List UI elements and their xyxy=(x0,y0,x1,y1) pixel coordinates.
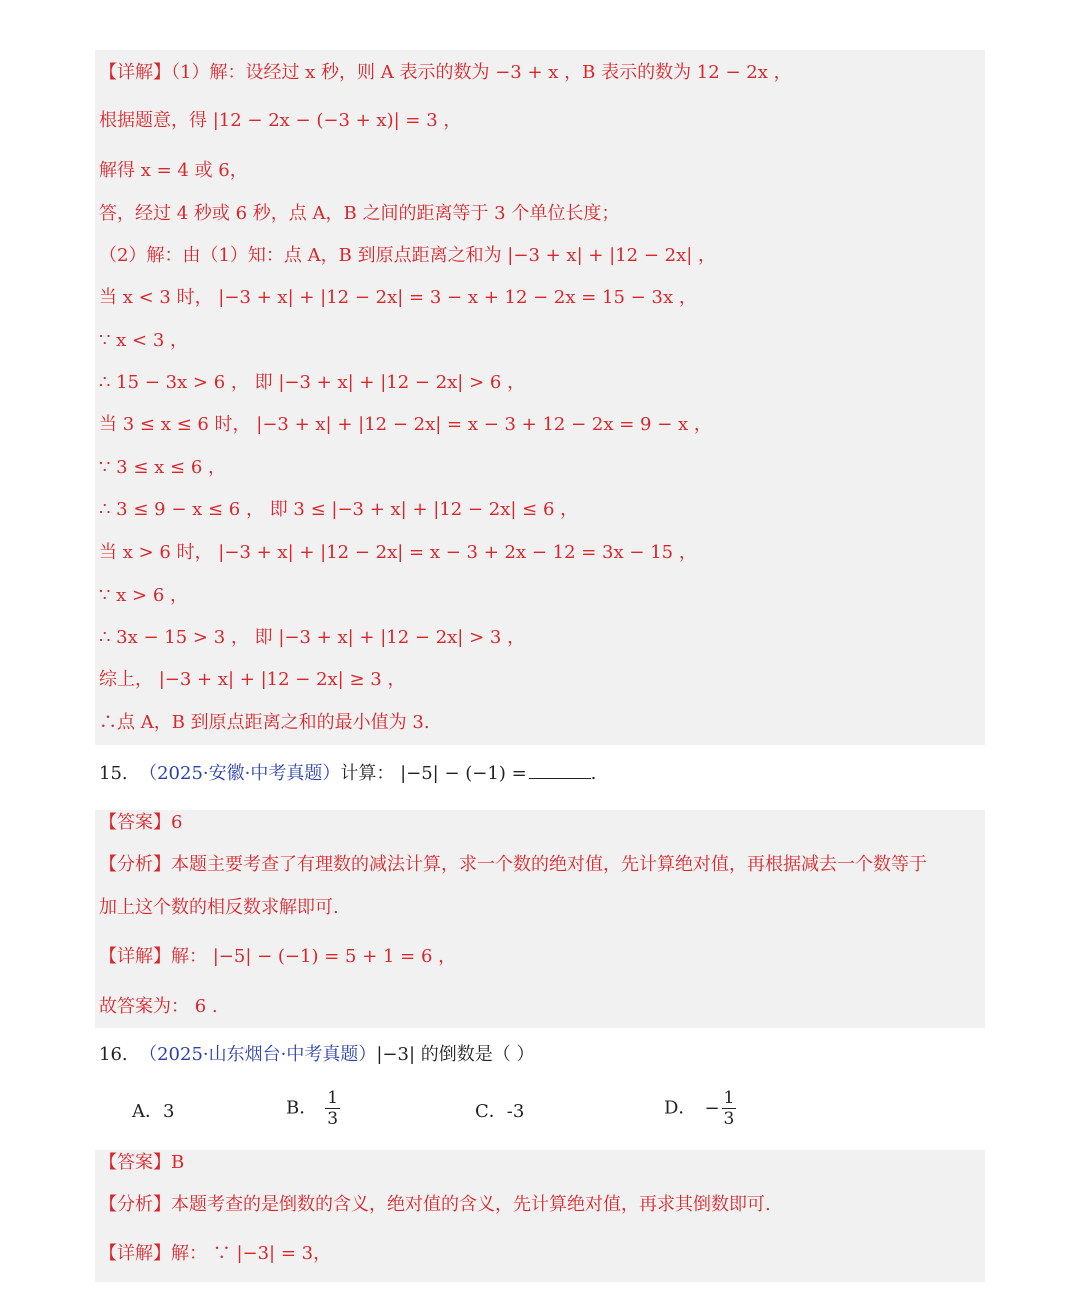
solution-14-text-10: ∵ 3 ≤ x ≤ 6 ， xyxy=(99,457,227,478)
analysis-text-continued: 加上这个数的相反数求解即可. xyxy=(99,897,339,918)
solution-14-text-15: 综上， |−3 + x| + |12 − 2x| ≥ 3 ， xyxy=(99,669,406,690)
solution-14-line-11 xyxy=(99,498,578,522)
question-16 xyxy=(99,1043,534,1067)
answer-tag: 【答案】 xyxy=(99,812,171,833)
solution-14-text-2: 根据题意，得 |12 − 2x − (−3 + x)| = 3 ， xyxy=(99,110,462,131)
detail-tag: 【详解】 xyxy=(99,62,171,83)
solution-14-line-8 xyxy=(99,371,525,395)
solution-14-line-7 xyxy=(99,329,188,353)
solution-14-text-9: 当 3 ≤ x ≤ 6 时， |−3 + x| + |12 − 2x| = x − 3 + 12 − 2x = 9 − x ， xyxy=(99,414,712,435)
solution-14-line-13 xyxy=(99,584,188,608)
solution-14-line-2 xyxy=(99,109,461,133)
option-d-numerator: 1 xyxy=(723,1088,735,1108)
option-c-value: -3 xyxy=(506,1101,525,1122)
solution-14-text-12: 当 x > 6 时， |−3 + x| + |12 − 2x| = x − 3 + 2x − 12 = 3x − 15 ， xyxy=(99,542,697,563)
solution-14-line-14 xyxy=(99,626,525,650)
analysis-tag: 【分析】 xyxy=(99,854,171,875)
option-d-fraction xyxy=(722,1088,737,1129)
solution-16-answer xyxy=(99,1151,184,1175)
solution-14-line-12 xyxy=(99,541,697,565)
question-15-end: . xyxy=(590,763,597,784)
option-a[interactable] xyxy=(132,1100,174,1124)
solution-14-text-16: ∴点 A，B 到原点距离之和的最小值为 3. xyxy=(99,712,430,733)
solution-14-line-10 xyxy=(99,456,226,480)
detail-tag: 【详解】 xyxy=(99,946,171,967)
option-d-denominator: 3 xyxy=(723,1109,735,1129)
option-d-sign: − xyxy=(704,1097,720,1119)
analysis-text: 本题主要考查了有理数的减法计算，求一个数的绝对值，先计算绝对值，再根据减去一个数等于 xyxy=(171,854,927,875)
option-d-label: D． xyxy=(664,1097,697,1119)
question-16-number: 16. xyxy=(99,1044,128,1065)
analysis-tag: 【分析】 xyxy=(99,1194,171,1215)
solution-14-text-1: （1）解：设经过 x 秒，则 A 表示的数为 −3 + x ，B 表示的数为 12 − 2x ， xyxy=(171,62,792,83)
solution-14-line-15 xyxy=(99,668,405,692)
option-b-label: B． xyxy=(286,1097,318,1119)
question-15 xyxy=(99,760,596,786)
solution-15-conclusion xyxy=(99,995,218,1019)
option-b-numerator: 1 xyxy=(327,1088,339,1108)
detail-tag: 【详解】 xyxy=(99,1243,171,1264)
solution-14-line-4 xyxy=(99,202,619,226)
option-d[interactable] xyxy=(664,1088,736,1129)
solution-15-analysis-1 xyxy=(99,853,927,877)
solution-14-line-16 xyxy=(99,711,430,735)
option-c-label: C． xyxy=(475,1101,507,1122)
question-16-stem: |−3| 的倒数是（ ） xyxy=(376,1044,535,1065)
solution-15-answer xyxy=(99,811,182,835)
solution-14-text-5: （2）解：由（1）知：点 A，B 到原点距离之和为 |−3 + x| + |12 − 2x| ， xyxy=(99,245,717,266)
answer-blank xyxy=(529,760,591,779)
solution-14-text-7: ∵ x < 3 ， xyxy=(99,330,189,351)
option-b-denominator: 3 xyxy=(327,1109,339,1129)
question-15-number: 15. xyxy=(99,763,128,784)
question-15-stem: 计算： |−5| − (−1) = xyxy=(340,763,527,784)
option-b-fraction xyxy=(325,1088,340,1129)
solution-14-text-13: ∵ x > 6 ， xyxy=(99,585,189,606)
option-a-label: A． xyxy=(132,1101,163,1122)
option-a-value: 3 xyxy=(163,1101,175,1122)
conclusion-text: 故答案为： 6 . xyxy=(99,996,218,1017)
detail-text: 解： ∵ |−3| = 3， xyxy=(171,1243,332,1264)
detail-text: 解： |−5| − (−1) = 5 + 1 = 6 ， xyxy=(171,946,457,967)
solution-14-line-6 xyxy=(99,286,697,310)
solution-14-line-1 xyxy=(99,61,792,85)
solution-14-line-3 xyxy=(99,159,248,183)
solution-14-text-8: ∴ 15 − 3x > 6 ， 即 |−3 + x| + |12 − 2x| > 6 ， xyxy=(99,372,526,393)
answer-tag: 【答案】 xyxy=(99,1152,171,1173)
analysis-text: 本题考查的是倒数的含义，绝对值的含义，先计算绝对值，再求其倒数即可. xyxy=(171,1194,771,1215)
solution-14-line-5 xyxy=(99,244,716,268)
solution-14-line-9 xyxy=(99,413,712,437)
option-c[interactable] xyxy=(475,1100,524,1124)
question-15-source: （2025·安徽·中考真题） xyxy=(139,763,341,784)
solution-14-text-14: ∴ 3x − 15 > 3 ， 即 |−3 + x| + |12 − 2x| > 3 ， xyxy=(99,627,526,648)
solution-15-analysis-2 xyxy=(99,896,339,920)
answer-value: 6 xyxy=(171,812,183,833)
option-b[interactable] xyxy=(286,1088,340,1129)
solution-15-detail xyxy=(99,945,456,969)
solution-16-detail xyxy=(99,1242,331,1266)
solution-14-text-6: 当 x < 3 时， |−3 + x| + |12 − 2x| = 3 − x + 12 − 2x = 15 − 3x ， xyxy=(99,287,697,308)
answer-value: B xyxy=(171,1152,185,1173)
solution-14-text-4: 答，经过 4 秒或 6 秒，点 A，B 之间的距离等于 3 个单位长度； xyxy=(99,203,620,224)
solution-16-analysis xyxy=(99,1193,771,1217)
question-16-source: （2025·山东烟台·中考真题） xyxy=(139,1044,377,1065)
solution-14-text-3: 解得 x = 4 或 6， xyxy=(99,160,248,181)
solution-14-text-11: ∴ 3 ≤ 9 − x ≤ 6 ， 即 3 ≤ |−3 + x| + |12 − 2x| ≤ 6 ， xyxy=(99,499,579,520)
